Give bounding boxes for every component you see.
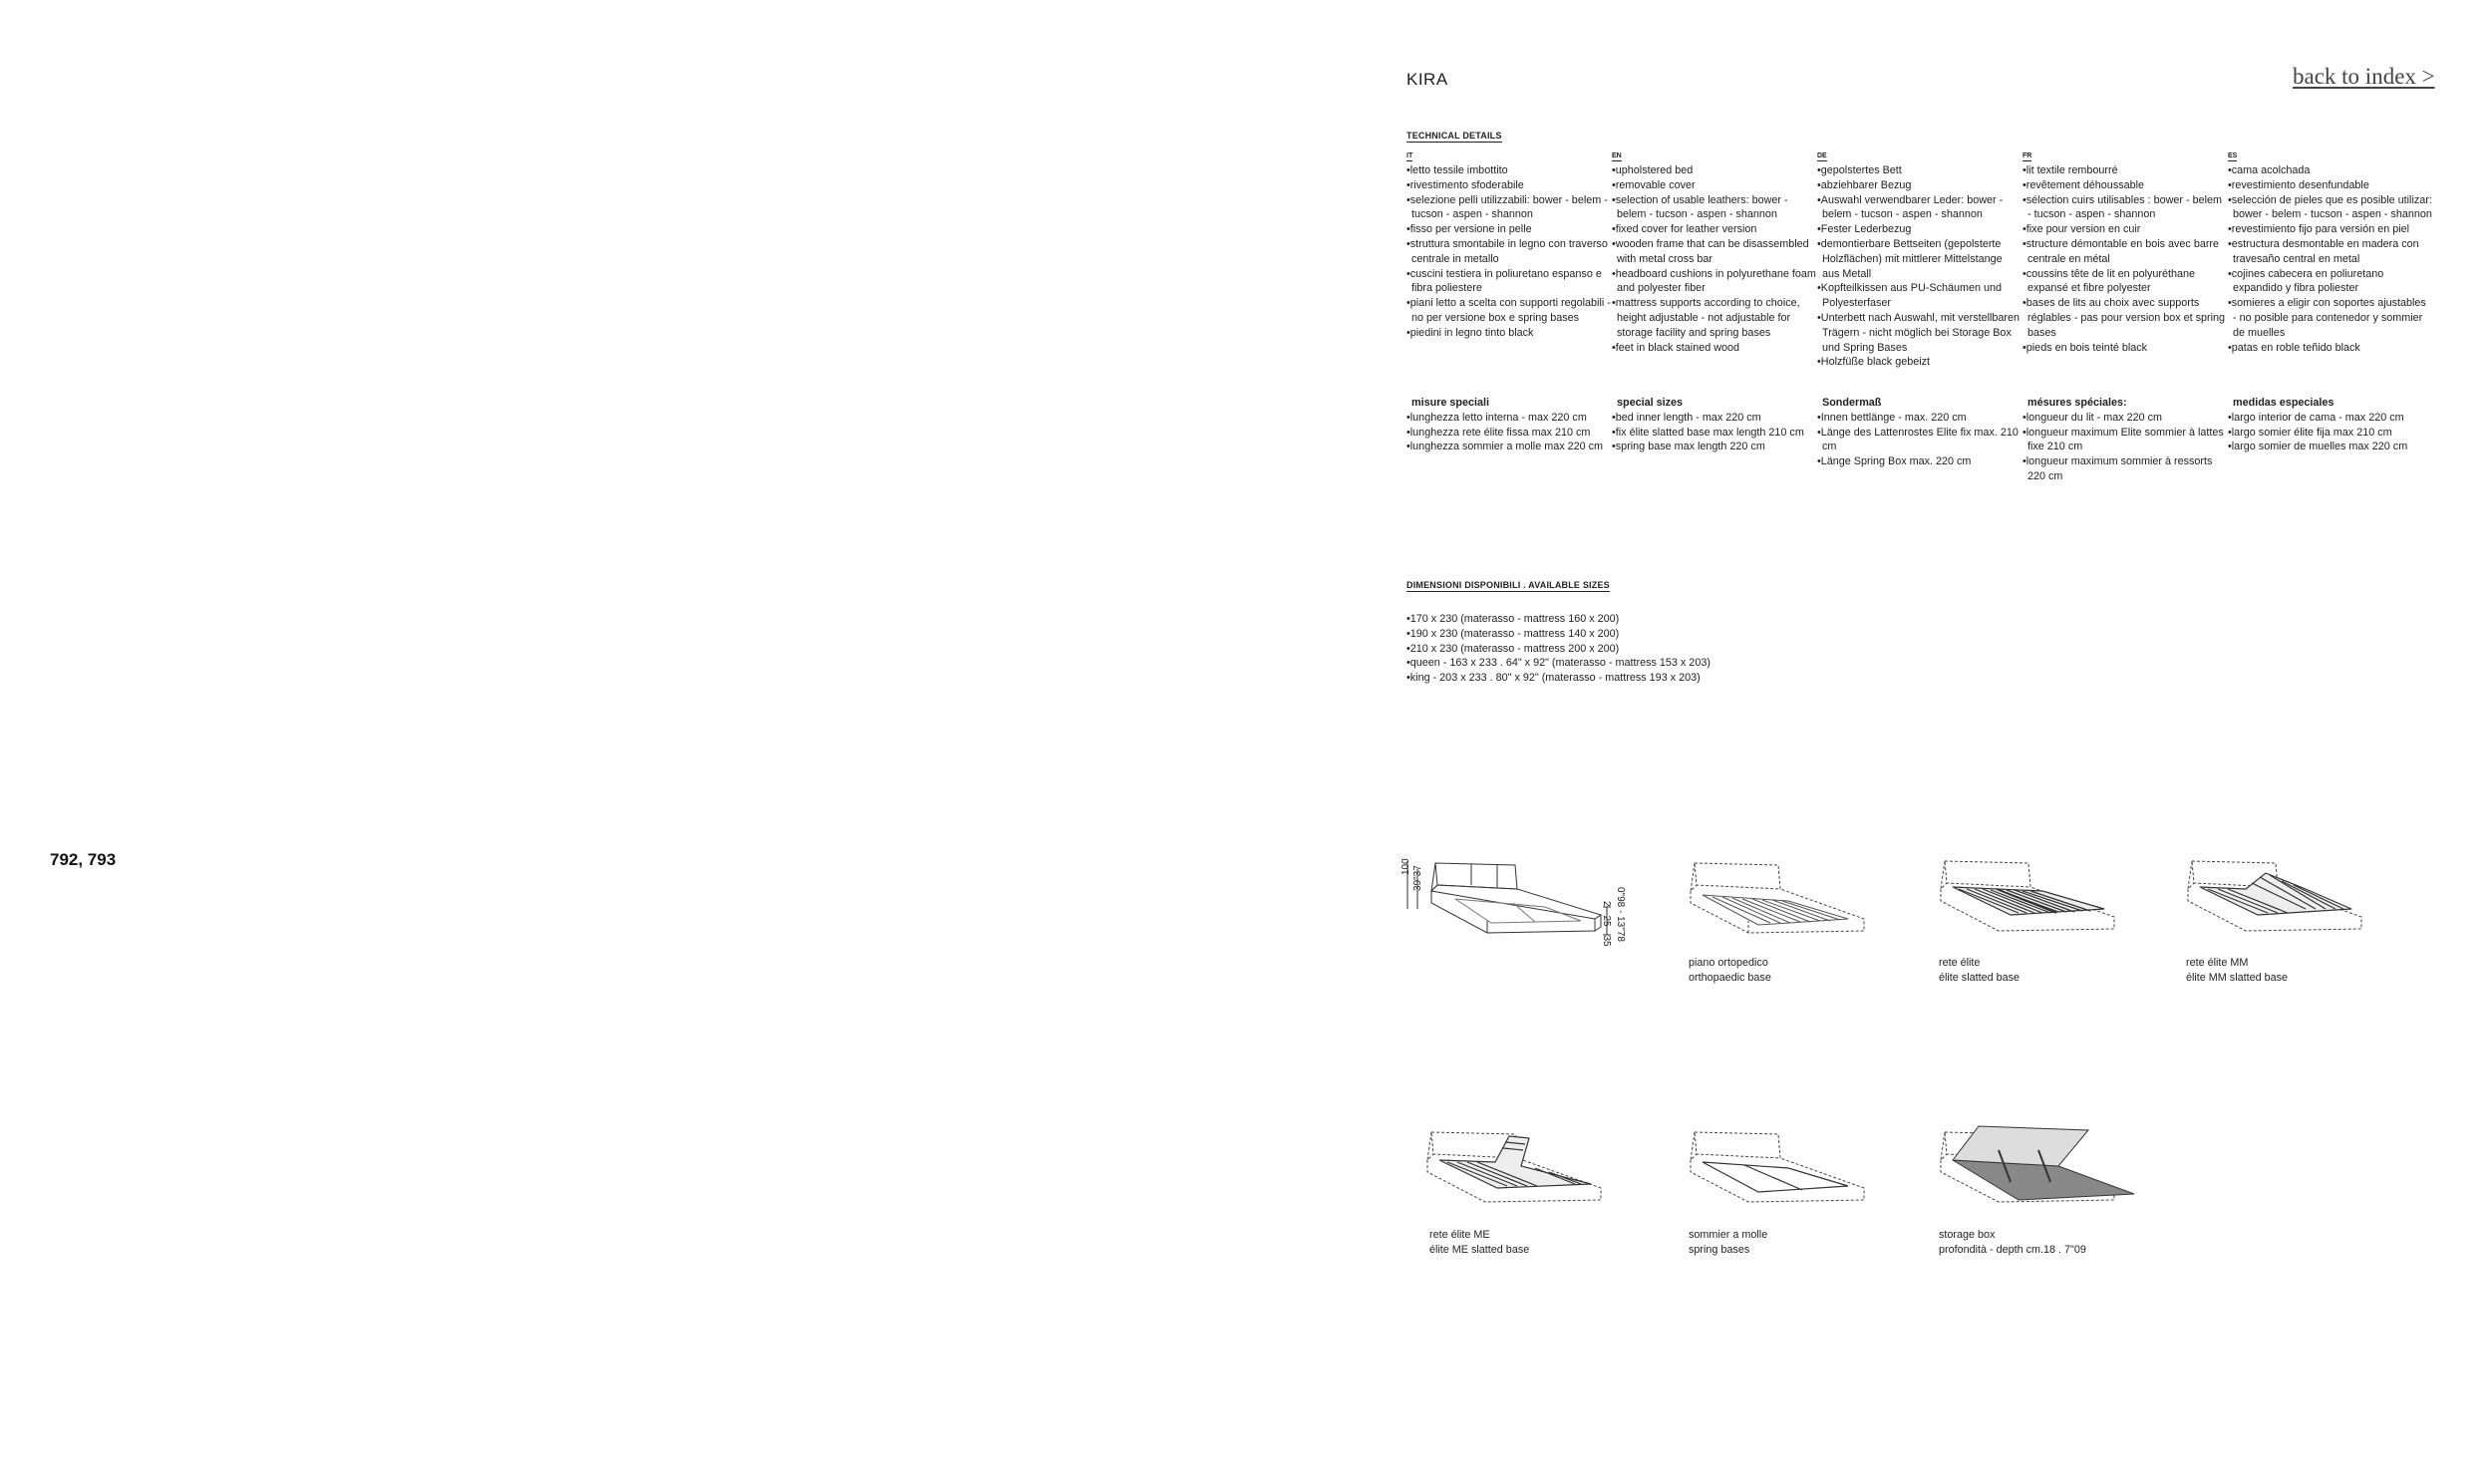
tech-item: • lit textile rembourré	[2023, 163, 2227, 178]
special-size-item: • Innen bettlänge - max. 220 cm	[1817, 411, 2022, 426]
page-numbers: 792, 793	[50, 850, 117, 869]
base-caption-it: sommier a molle	[1689, 1229, 1768, 1241]
tech-item: • piedini in legno tinto black	[1406, 326, 1611, 341]
size-item: • 210 x 230 (materasso - mattress 200 x 200)	[1406, 642, 1805, 657]
tech-item: • cojines cabecera en poliuretano expandido y fibra poliester	[2228, 267, 2432, 297]
special-size-item: • longueur maximum Elite sommier à lattes fixe 210 cm	[2023, 426, 2227, 455]
tech-item: • selección de pieles que es posible utilizar: bower - belem - tucson - aspen - shannon	[2228, 193, 2432, 223]
special-sizes	[1406, 396, 1611, 454]
special-sizes	[2023, 396, 2227, 484]
special-size-item: • fix élite slatted base max length 210 cm	[1612, 426, 1816, 441]
base-caption	[2186, 956, 2288, 986]
tech-item: • rivestimento sfoderabile	[1406, 178, 1611, 193]
special-sizes-heading: mésures spéciales:	[2027, 397, 2127, 409]
tech-item: • removable cover	[1612, 178, 1816, 193]
special-sizes-heading: Sondermaß	[1822, 397, 1882, 409]
tech-item: • revestimiento fijo para versión en piel	[2228, 222, 2432, 237]
base-caption	[1689, 1228, 1767, 1258]
tech-item: • selezione pelli utilizzabili: bower - belem - tucson - aspen - shannon	[1406, 193, 1611, 223]
language-code: EN	[1612, 152, 1622, 159]
base-caption-it: piano ortopedico	[1689, 957, 1768, 969]
base-caption	[1429, 1228, 1529, 1258]
base-caption-en: élite ME slatted base	[1429, 1243, 1530, 1256]
tech-column-it	[1406, 148, 1611, 453]
special-size-item: • spring base max length 220 cm	[1612, 440, 1816, 454]
special-size-item: • lunghezza sommier a molle max 220 cm	[1406, 440, 1611, 454]
tech-item: • bases de lits au choix avec supports réglables - pas pour version box et spring bases	[2023, 296, 2227, 340]
base-caption-en: profondità - depth cm.18 . 7"09	[1939, 1243, 2086, 1256]
base-caption-it: rete élite	[1939, 957, 1981, 969]
special-sizes-heading: medidas especiales	[2233, 397, 2335, 409]
special-size-item: • lunghezza rete élite fissa max 210 cm	[1406, 426, 1611, 441]
size-item: • 170 x 230 (materasso - mattress 160 x 200)	[1406, 612, 1805, 627]
tech-item: • Fester Lederbezug	[1817, 222, 2022, 237]
base-caption-it: storage box	[1939, 1229, 1996, 1241]
base-caption-en: orthopaedic base	[1689, 971, 1771, 984]
special-size-item: • longueur du lit - max 220 cm	[2023, 411, 2227, 426]
available-sizes-list	[1406, 612, 1805, 686]
tech-item: • Kopfteilkissen aus PU-Schäumen und Polyesterfaser	[1817, 281, 2022, 311]
tech-item: • feet in black stained wood	[1612, 341, 1816, 356]
tech-item: • Holzfüße black gebeizt	[1817, 355, 2022, 370]
tech-item: • cama acolchada	[2228, 163, 2432, 178]
tech-item: • wooden frame that can be disassembled with metal cross bar	[1612, 237, 1816, 267]
base-caption-it: rete élite ME	[1429, 1229, 1490, 1241]
tech-item: • demontierbare Bettseiten (gepolsterte Holzflächen) mit mittlerer Mittelstange aus Metall	[1817, 237, 2022, 281]
tech-item: • upholstered bed	[1612, 163, 1816, 178]
spring-base-drawing	[1689, 1124, 1878, 1224]
special-sizes-heading: special sizes	[1617, 397, 1684, 409]
language-code: IT	[1406, 152, 1413, 159]
tech-item: • revêtement déhoussable	[2023, 178, 2227, 193]
tech-column-de	[1817, 148, 2022, 468]
tech-item: • fixed cover for leather version	[1612, 222, 1816, 237]
tech-column-fr	[2023, 148, 2227, 482]
tech-item: • revestimiento desenfundable	[2228, 178, 2432, 193]
tech-item: • fixe pour version en cuir	[2023, 222, 2227, 237]
tech-item: • gepolstertes Bett	[1817, 163, 2022, 178]
base-caption-en: élite slatted base	[1939, 971, 2021, 984]
special-size-item: • bed inner length - max 220 cm	[1612, 411, 1816, 426]
tech-item: • Unterbett nach Auswahl, mit verstellbaren Trägern - nicht möglich bei Storage Box und Spring Bases	[1817, 311, 2022, 355]
tech-item: • pieds en bois teinté black	[2023, 341, 2227, 356]
tech-item: • Auswahl verwendbarer Leder: bower - belem - tucson - aspen - shannon	[1817, 193, 2022, 223]
base-caption-it: rete élite MM	[2186, 957, 2249, 969]
tech-column-es	[2228, 148, 2432, 453]
base-caption	[1939, 1228, 2086, 1258]
special-size-item: • Länge des Lattenrostes Elite fix max. 210 cm	[1817, 426, 2022, 455]
size-item: • queen - 163 x 233 . 64" x 92" (materasso - mattress 153 x 203)	[1406, 656, 1805, 671]
tech-item: • letto tessile imbottito	[1406, 163, 1611, 178]
tech-item: • patas en roble teñido black	[2228, 341, 2432, 356]
tech-item: • mattress supports according to choice, height adjustable - not adjustable for storage facility and spring bases	[1612, 296, 1816, 340]
tech-item: • estructura desmontable en madera con travesaño central en metal	[2228, 237, 2432, 267]
tech-item: • sélection cuirs utilisables : bower - belem - tucson - aspen - shannon	[2023, 193, 2227, 223]
special-size-item: • Länge Spring Box max. 220 cm	[1817, 454, 2022, 469]
elite-me-slatted-base-drawing	[1425, 1124, 1615, 1224]
height-cm-label: 100	[1401, 858, 1411, 875]
base-caption	[1939, 956, 2020, 986]
base-in-label: 0"98 - 13"78	[1615, 887, 1626, 942]
base-caption-en: élite MM slatted base	[2186, 971, 2289, 984]
technical-details-heading: TECHNICAL DETAILS	[1406, 131, 1502, 141]
elite-mm-slatted-base-drawing	[2186, 853, 2375, 953]
language-code: DE	[1817, 152, 1827, 159]
storage-box-drawing	[1939, 1120, 2148, 1230]
special-size-item: • lunghezza letto interna - max 220 cm	[1406, 411, 1611, 426]
tech-item: • somieres a eligir con soportes ajustables - no posible para contenedor y sommier de muelles	[2228, 296, 2432, 340]
language-code: FR	[2023, 152, 2032, 159]
special-sizes	[1612, 396, 1816, 454]
language-code: ES	[2228, 152, 2238, 159]
special-size-item: • largo somier élite fija max 210 cm	[2228, 426, 2432, 441]
product-title: KIRA	[1406, 70, 1448, 89]
available-sizes-heading: DIMENSIONI DISPONIBILI . AVAILABLE SIZES	[1406, 580, 1610, 590]
tech-item: • headboard cushions in polyurethane foam and polyester fiber	[1612, 267, 1816, 297]
tech-column-en	[1612, 148, 1816, 453]
special-sizes	[1817, 396, 2022, 469]
tech-item: • selection of usable leathers: bower - belem - tucson - aspen - shannon	[1612, 193, 1816, 223]
height-in-label: 39"37	[1412, 865, 1423, 891]
base-caption	[1689, 956, 1771, 986]
tech-item: • structure démontable en bois avec barre centrale en métal	[2023, 237, 2227, 267]
back-to-index-link[interactable]: back to index >	[2293, 64, 2435, 89]
special-sizes	[2228, 396, 2432, 454]
size-item: • king - 203 x 233 . 80" x 92" (materasso - mattress 193 x 203)	[1406, 671, 1805, 686]
tech-item: • abziehbarer Bezug	[1817, 178, 2022, 193]
special-size-item: • largo interior de cama - max 220 cm	[2228, 411, 2432, 426]
tech-item: • coussins tête de lit en polyuréthane expansé et fibre polyester	[2023, 267, 2227, 297]
size-item: • 190 x 230 (materasso - mattress 140 x 200)	[1406, 627, 1805, 642]
tech-item: • fisso per versione in pelle	[1406, 222, 1611, 237]
tech-item: • cuscini testiera in poliuretano espanso e fibra poliestere	[1406, 267, 1611, 297]
elite-slatted-base-drawing	[1939, 853, 2128, 953]
special-sizes-heading: misure speciali	[1411, 397, 1490, 409]
tech-item: • struttura smontabile in legno con traverso centrale in metallo	[1406, 237, 1611, 267]
special-size-item: • longueur maximum sommier à ressorts 220 cm	[2023, 454, 2227, 484]
special-size-item: • largo somier de muelles max 220 cm	[2228, 440, 2432, 454]
tech-item: • piani letto a scelta con supporti regolabili - no per versione box e spring bases	[1406, 296, 1611, 326]
orthopaedic-base-drawing	[1689, 855, 1878, 955]
base-caption-en: spring bases	[1689, 1243, 1750, 1256]
base-cm-label: 2 - 25 - 35	[1601, 901, 1612, 947]
